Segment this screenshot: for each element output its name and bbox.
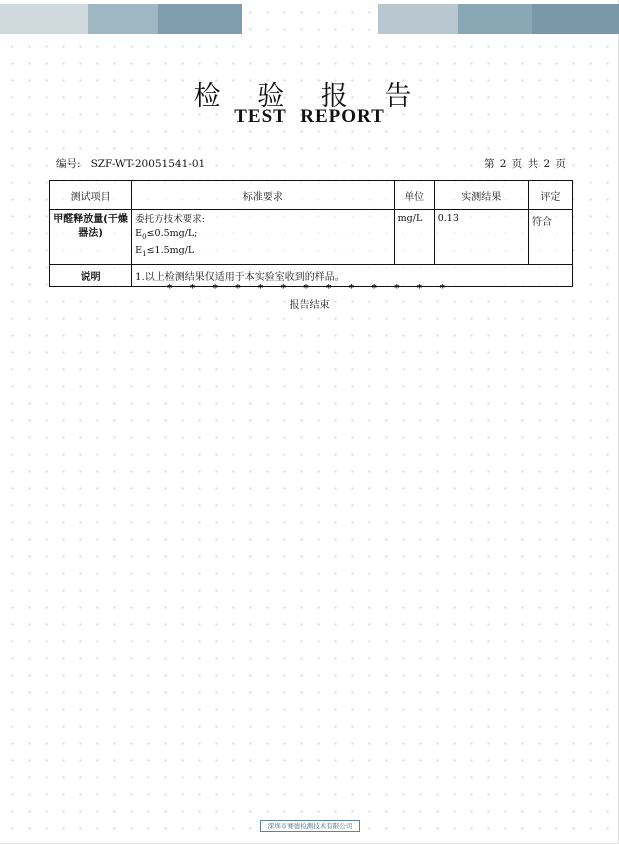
header-band [458,4,532,34]
report-number-value: SZF-WT-20051541-01 [90,158,206,170]
report-number-label: 编号: [56,158,81,170]
table-header-row [50,181,573,210]
note-label: 说明 [50,264,132,286]
report-title-cn: 检 验 报 告 [193,81,426,112]
company-footer: 深圳市赛德检测技术有限公司 [260,820,360,832]
header-band [532,4,619,34]
results-table [49,180,573,287]
header-cell-result: 实测结果 [434,181,528,210]
cell-result: 0.13 [434,210,528,265]
report-end: 报告结束 [289,300,330,311]
cell-evaluation: 符合 [528,210,572,265]
standard-e1: $E_1\le 1.5mg/L$ [135,244,195,258]
note-text: 1.以上检测结果仅适用于本实验室收到的样品。 [132,264,573,286]
header-cell-standard: 标准要求 [132,181,395,210]
standard-line: 委托方技术要求: [135,214,205,225]
header-band [158,4,242,34]
header-band [378,4,458,34]
cell-standard [132,210,395,265]
header-band [0,4,88,34]
header-cell-unit: 单位 [394,181,434,210]
header-band [88,4,158,34]
header-cell-item: 测试项目 [50,181,132,210]
end-stars: * * * * * * * * * * * * * [167,283,452,294]
report-number [56,156,205,171]
cell-unit: mg/L [394,210,434,265]
report-title-en: TEST REPORT [234,106,385,127]
table-row [50,210,573,265]
page-info: 第 2 页 共 2 页 [483,158,566,170]
standard-e0: $E_0\le 0.5mg/L$; [135,228,198,241]
header-cell-evaluation: 评定 [528,181,572,210]
cell-item: 甲醛释放量(干燥器法) [50,210,132,265]
